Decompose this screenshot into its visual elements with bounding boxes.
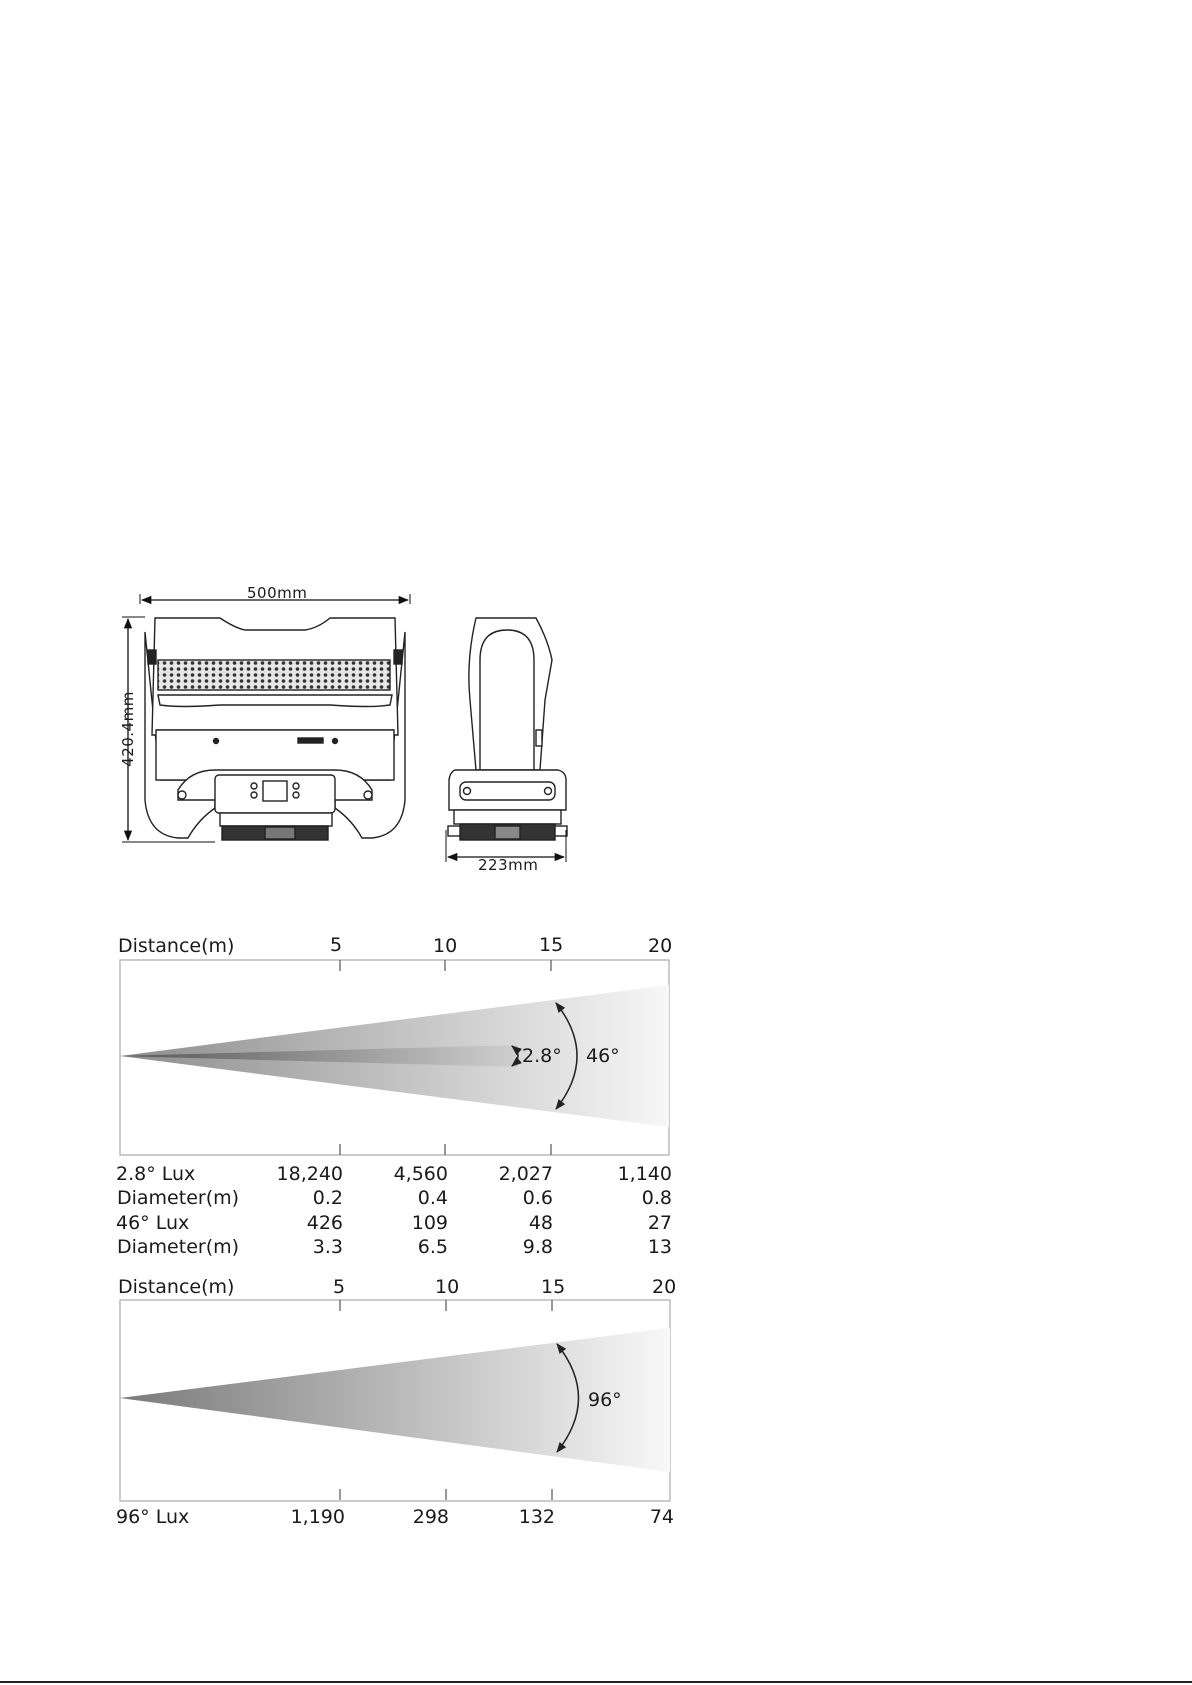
cell: 0.6 — [522, 1187, 553, 1209]
cell: 27 — [647, 1212, 672, 1234]
angle-label-96: 96° — [588, 1389, 622, 1411]
cell: 2,027 — [498, 1163, 553, 1185]
row-label: 2.8° Lux — [116, 1163, 196, 1185]
cell: 298 — [412, 1506, 449, 1528]
distance-tick-label: 10 — [435, 1276, 460, 1298]
cell: 1,140 — [617, 1163, 672, 1185]
height-label: 420.4mm — [119, 691, 137, 767]
cell: 4,560 — [393, 1163, 448, 1185]
cell: 6.5 — [417, 1236, 448, 1258]
cell: 426 — [306, 1212, 343, 1234]
cell: 74 — [649, 1506, 674, 1528]
distance-tick-label: 5 — [330, 934, 343, 956]
distance-tick-label: 10 — [433, 935, 458, 957]
angle-label-46: 46° — [586, 1045, 620, 1067]
cell: 3.3 — [312, 1236, 343, 1258]
width-label: 500mm — [247, 584, 308, 602]
cell: 109 — [411, 1212, 448, 1234]
distance-tick-label: 15 — [541, 1276, 566, 1298]
distance-header-label: Distance(m) — [118, 1276, 235, 1298]
cell: 13 — [647, 1236, 672, 1258]
fixture-front-view — [145, 618, 405, 840]
distance-header-label: Distance(m) — [118, 935, 235, 957]
cell: 9.8 — [522, 1236, 553, 1258]
page-bottom-rule — [0, 1681, 1192, 1683]
row-label: Diameter(m) — [117, 1236, 240, 1258]
cell: 1,190 — [290, 1506, 345, 1528]
distance-tick-label: 20 — [652, 1276, 677, 1298]
cell: 0.8 — [641, 1187, 672, 1209]
angle-label-2-8: 2.8° — [522, 1045, 562, 1067]
row-label: 96° Lux — [116, 1506, 190, 1528]
cell: 48 — [528, 1212, 553, 1234]
row-label: 46° Lux — [116, 1212, 190, 1234]
cell: 132 — [518, 1506, 555, 1528]
row-label: Diameter(m) — [117, 1187, 240, 1209]
distance-tick-label: 20 — [648, 935, 673, 957]
cell: 0.4 — [417, 1187, 448, 1209]
cell: 18,240 — [276, 1163, 343, 1185]
distance-tick-label: 15 — [539, 934, 564, 956]
depth-label: 223mm — [478, 856, 539, 874]
distance-tick-label: 5 — [333, 1276, 346, 1298]
cell: 0.2 — [312, 1187, 343, 1209]
fixture-side-view — [448, 618, 567, 840]
